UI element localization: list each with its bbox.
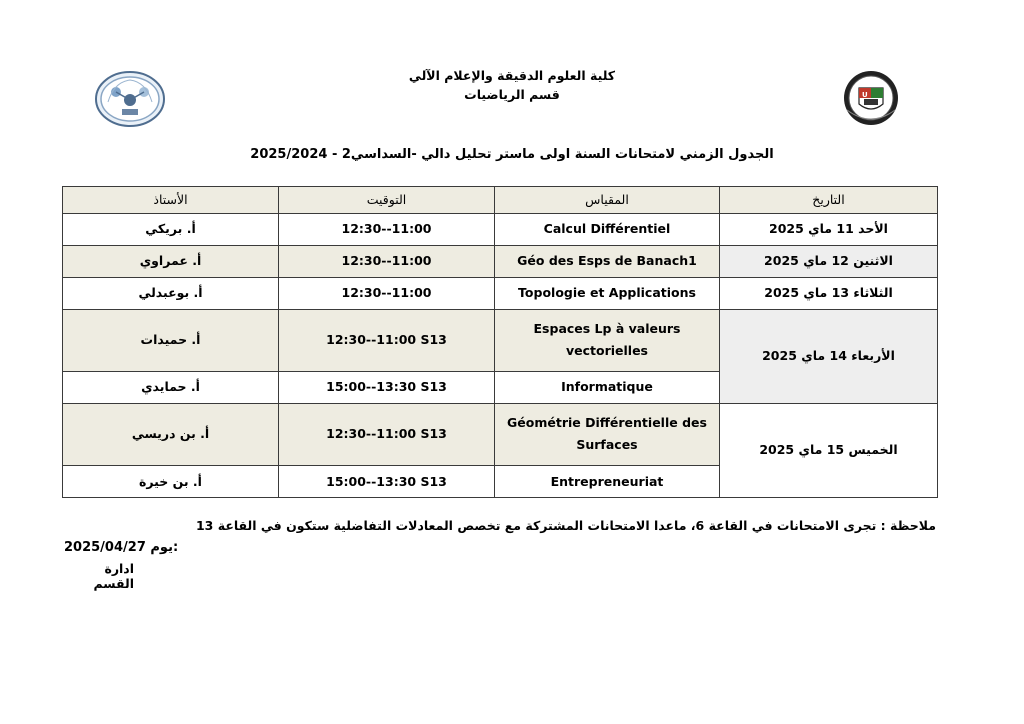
- cell-professor: أ. بريكي: [63, 214, 279, 246]
- cell-time: 12:30--11:00 S13: [279, 309, 495, 371]
- issue-date-value: 2025/04/27: [64, 540, 146, 555]
- cell-time: 15:00--13:30 S13: [279, 371, 495, 403]
- department-name: قسم الرياضيات: [464, 87, 560, 102]
- exam-note: ملاحظة : تجرى الامتحانات في القاعة 6، ماعدا الامتحانات المشتركة مع تخصص المعادلات التفاضلية ستكون في القاعة 13: [195, 518, 936, 533]
- table-header-row: [63, 187, 938, 214]
- signature-line: ادارة القسم: [93, 561, 134, 591]
- document-title: الجدول الزمني لامتحانات السنة اولى ماستر تحليل دالي -السداسي2 - 2025/2024: [250, 147, 774, 162]
- cell-module: Informatique: [495, 371, 720, 403]
- issue-date: [64, 540, 264, 555]
- cell-professor: أ. حمايدي: [63, 371, 279, 403]
- svg-text:U: U: [862, 91, 868, 99]
- cell-date: الأربعاء 14 ماي 2025: [720, 309, 938, 403]
- cell-module: Géométrie Différentielle des Surfaces: [495, 403, 720, 465]
- cell-time: 12:30--11:00: [279, 277, 495, 309]
- cell-module: Calcul Différentiel: [495, 214, 720, 246]
- cell-time: 12:30--11:00: [279, 245, 495, 277]
- cell-date: الأحد 11 ماي 2025: [720, 214, 938, 246]
- cell-date: الاثنين 12 ماي 2025: [720, 245, 938, 277]
- cell-date: الخميس 15 ماي 2025: [720, 403, 938, 497]
- cell-module: Entrepreneuriat: [495, 466, 720, 498]
- table-row: [63, 214, 938, 246]
- cell-professor: أ. حميدات: [63, 309, 279, 371]
- header-time: التوقيت: [279, 187, 495, 214]
- table-row: [63, 403, 938, 465]
- cell-time: 12:30--11:00: [279, 214, 495, 246]
- cell-module: Topologie et Applications: [495, 277, 720, 309]
- exam-schedule-table: [62, 186, 938, 498]
- table-row: [63, 277, 938, 309]
- cell-professor: أ. عمراوي: [63, 245, 279, 277]
- header-module: المقياس: [495, 187, 720, 214]
- cell-date: الثلاثاء 13 ماي 2025: [720, 277, 938, 309]
- cell-module: Espaces Lp à valeurs vectorielles: [495, 309, 720, 371]
- faculty-name: كلية العلوم الدقيقة والإعلام الآلي: [408, 68, 616, 83]
- cell-module: Géo des Esps de Banach1: [495, 245, 720, 277]
- table-row: [63, 245, 938, 277]
- header-professor: الأستاذ: [63, 187, 279, 214]
- table-row: [63, 309, 938, 371]
- cell-time: 15:00--13:30 S13: [279, 466, 495, 498]
- document-header: [0, 66, 1024, 104]
- issue-date-label: يوم:: [150, 540, 179, 555]
- header-date: التاريخ: [720, 187, 938, 214]
- cell-professor: أ. بن دريسي: [63, 403, 279, 465]
- cell-professor: أ. بوعبدلي: [63, 277, 279, 309]
- cell-time: 12:30--11:00 S13: [279, 403, 495, 465]
- cell-professor: أ. بن خيرة: [63, 466, 279, 498]
